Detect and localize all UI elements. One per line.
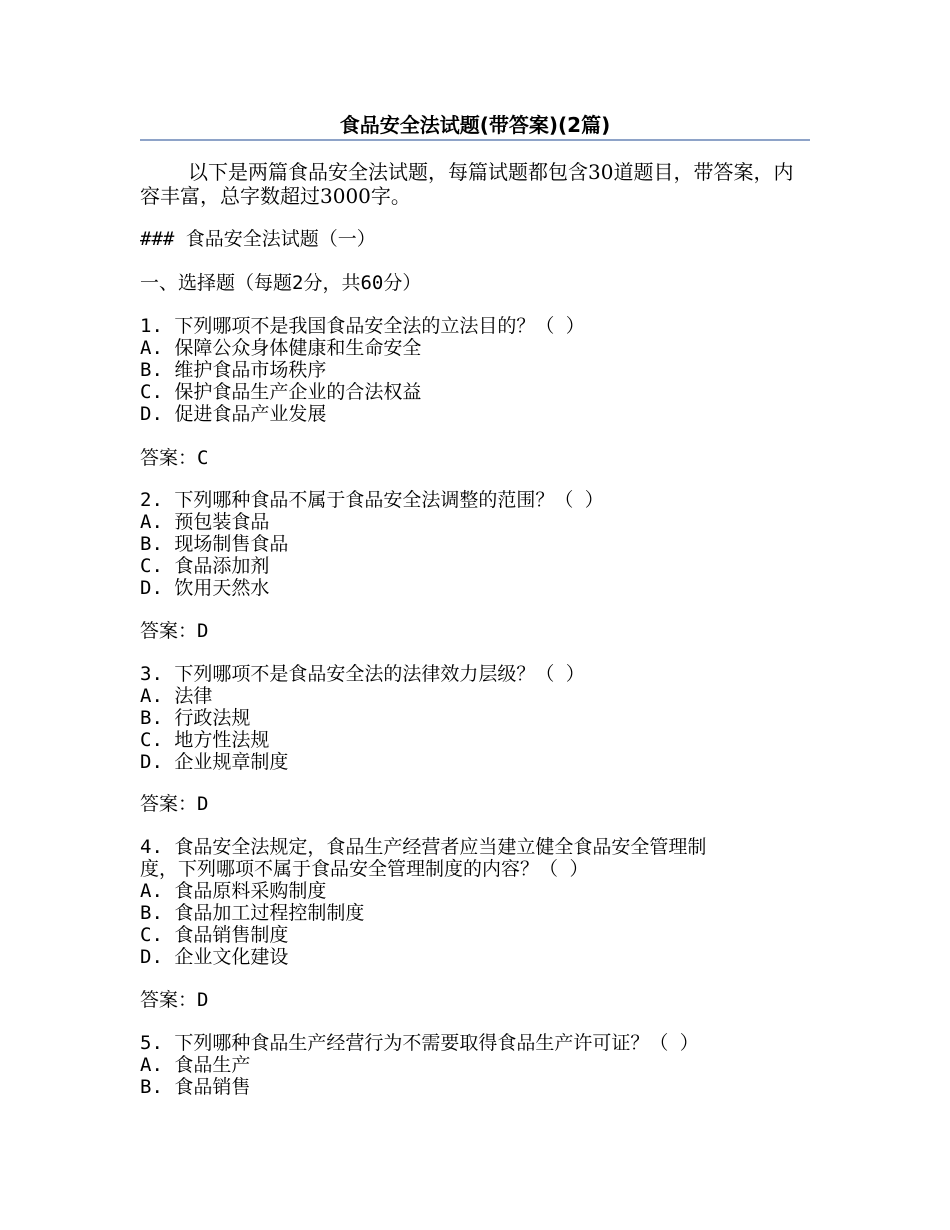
question-stem: 2. 下列哪种食品不属于食品安全法调整的范围？（ ） [140, 489, 604, 511]
option-c: C. 食品销售制度 [140, 924, 289, 946]
title-underline [140, 139, 810, 141]
option-d: D. 企业规章制度 [140, 751, 289, 773]
answer-2 [140, 620, 810, 642]
option-b: B. 行政法规 [140, 707, 251, 729]
option-d: D. 促进食品产业发展 [140, 403, 327, 425]
option-a: A. 食品原料采购制度 [140, 880, 327, 902]
document-title: 食品安全法试题(带答案)(2篇) [339, 113, 611, 137]
answer-text: 答案：D [140, 989, 209, 1011]
option-a: A. 食品生产 [140, 1054, 251, 1076]
option-a: A. 保障公众身体健康和生命安全 [140, 337, 422, 359]
answer-1 [140, 447, 810, 469]
option-b: B. 食品销售 [140, 1076, 251, 1098]
section-heading-text: ### 食品安全法试题（一） [140, 228, 376, 250]
question-stem-line-1: 4. 食品安全法规定，食品生产经营者应当建立健全食品安全管理制 [140, 836, 707, 858]
intro-paragraph: 以下是两篇食品安全法试题，每篇试题都包含30道题目，带答案，内容丰富，总字数超过3000字。 [140, 160, 794, 208]
document-body [140, 160, 810, 1098]
answer-4 [140, 989, 810, 1011]
question-3 [140, 663, 810, 773]
answer-text: 答案：D [140, 620, 209, 642]
option-c: C. 地方性法规 [140, 729, 270, 751]
option-b: B. 食品加工过程控制制度 [140, 902, 365, 924]
answer-text: 答案：C [140, 447, 209, 469]
question-stem-line-2: 度，下列哪项不属于食品安全管理制度的内容？（ ） [140, 858, 589, 880]
option-d: D. 饮用天然水 [140, 577, 270, 599]
part-heading-text: 一、选择题（每题2分，共60分） [140, 272, 422, 294]
answer-3 [140, 793, 810, 815]
question-2 [140, 489, 810, 599]
option-b: B. 维护食品市场秩序 [140, 359, 327, 381]
question-4 [140, 836, 810, 968]
answer-text: 答案：D [140, 793, 209, 815]
option-a: A. 预包装食品 [140, 511, 270, 533]
option-b: B. 现场制售食品 [140, 533, 289, 555]
question-stem: 1. 下列哪项不是我国食品安全法的立法目的？（ ） [140, 315, 585, 337]
part-heading [140, 272, 810, 294]
question-stem: 3. 下列哪项不是食品安全法的法律效力层级？（ ） [140, 663, 585, 685]
option-d: D. 企业文化建设 [140, 946, 289, 968]
option-c: C. 保护食品生产企业的合法权益 [140, 381, 422, 403]
option-a: A. 法律 [140, 685, 213, 707]
question-1 [140, 315, 810, 425]
section-heading [140, 228, 810, 250]
question-stem: 5. 下列哪种食品生产经营行为不需要取得食品生产许可证？（ ） [140, 1032, 699, 1054]
option-c: C. 食品添加剂 [140, 555, 270, 577]
question-5 [140, 1032, 810, 1098]
